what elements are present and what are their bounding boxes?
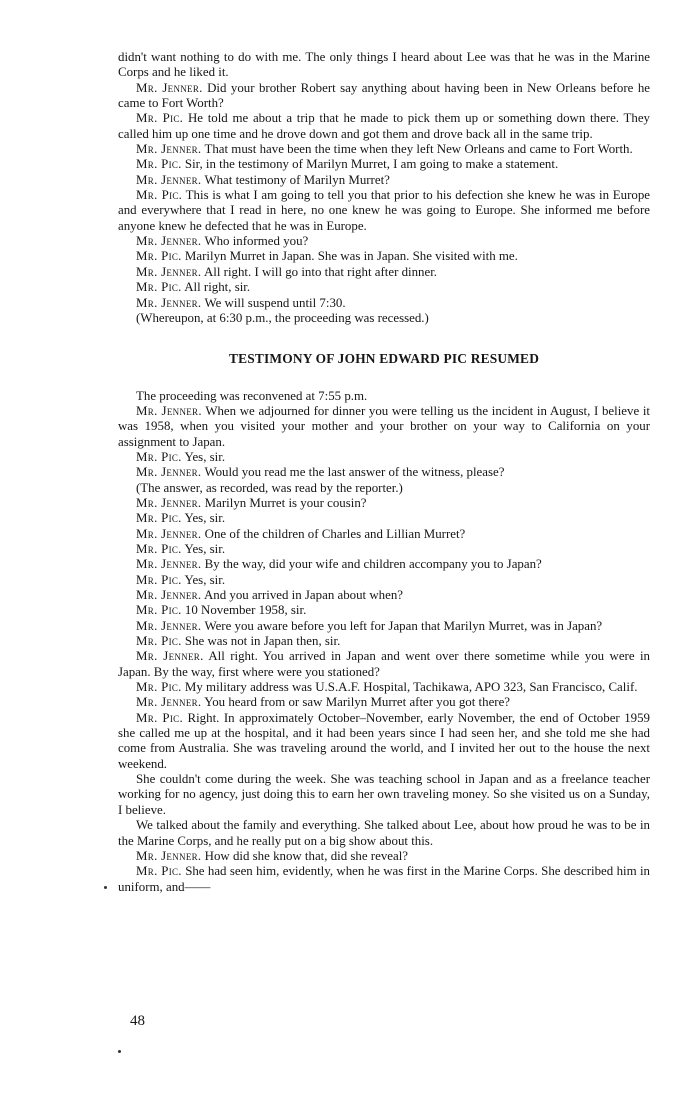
testimony-line bbox=[118, 711, 650, 772]
testimony-after-recess bbox=[118, 389, 650, 895]
testimony-line bbox=[118, 573, 650, 588]
testimony-line bbox=[118, 527, 650, 542]
speaker-name: Mr. Jenner. bbox=[136, 495, 202, 510]
speaker-name: Mr. Jenner. bbox=[136, 557, 202, 572]
paragraph-text: My military address was U.S.A.F. Hospital, Tachikawa, APO 323, San Francisco, Calif. bbox=[181, 680, 638, 695]
testimony-line bbox=[118, 557, 650, 572]
testimony-line bbox=[118, 81, 650, 112]
speaker-name: Mr. Pic. bbox=[136, 572, 182, 587]
text-paragraph bbox=[118, 311, 650, 326]
speaker-name: Mr. Jenner. bbox=[136, 403, 202, 418]
speaker-name: Mr. Jenner. bbox=[136, 618, 202, 633]
paragraph-text: You heard from or saw Marilyn Murret after you got there? bbox=[201, 695, 511, 710]
paragraph-text: Yes, sir. bbox=[181, 541, 226, 556]
testimony-line bbox=[118, 542, 650, 557]
paragraph-text: By the way, did your wife and children accompany you to Japan? bbox=[201, 557, 542, 572]
testimony-line bbox=[118, 864, 650, 895]
paragraph-text: 10 November 1958, sir. bbox=[181, 603, 307, 618]
paragraph-text: That must have been the time when they left New Orleans and came to Fort Worth. bbox=[201, 142, 633, 157]
testimony-line bbox=[118, 603, 650, 618]
testimony-line bbox=[118, 588, 650, 603]
testimony-line bbox=[118, 296, 650, 311]
speaker-name: Mr. Pic. bbox=[136, 511, 182, 526]
text-paragraph bbox=[118, 50, 650, 81]
paragraph-text: One of the children of Charles and Lillian Murret? bbox=[201, 526, 466, 541]
paragraph-text: All right. You arrived in Japan and went over there sometime while you were in Japan. By the way, first where were you stationed? bbox=[118, 649, 650, 679]
paragraph-text: All right, sir. bbox=[181, 280, 251, 295]
paragraph-text: She couldn't come during the week. She was teaching school in Japan and as a freelance teacher working for no agency, just doing this to earn her own traveling money. So she visited us on a Sunday, I believe. bbox=[118, 772, 650, 817]
speaker-name: Mr. Jenner. bbox=[136, 649, 204, 664]
paragraph-text: We talked about the family and everything. She talked about Lee, about how proud he was to be in the Marine Corps, and he really put on a big show about this. bbox=[118, 818, 650, 848]
testimony-line bbox=[118, 173, 650, 188]
testimony-line bbox=[118, 680, 650, 695]
stray-mark bbox=[118, 1050, 121, 1053]
testimony-line bbox=[118, 465, 650, 480]
paragraph-text: She was not in Japan then, sir. bbox=[181, 634, 341, 649]
paragraph-text: This is what I am going to tell you that prior to his defection she knew he was in Europe and everywhere that I read in here, no one knew he was going to Europe. She informed me before anyone knew he defected that he was in Europe. bbox=[118, 188, 651, 233]
paragraph-text: Would you read me the last answer of the witness, please? bbox=[201, 465, 505, 480]
speaker-name: Mr. Pic. bbox=[136, 280, 182, 295]
paragraph-text: Did your brother Robert say anything about having been in New Orleans before he came to Fort Worth? bbox=[118, 80, 650, 111]
testimony-line bbox=[118, 188, 650, 234]
text-paragraph bbox=[118, 389, 650, 404]
page-number: 48 bbox=[130, 1013, 145, 1029]
testimony-line bbox=[118, 649, 650, 680]
speaker-name: Mr. Pic. bbox=[136, 157, 182, 172]
stray-mark bbox=[104, 886, 107, 889]
testimony-line bbox=[118, 280, 650, 295]
paragraph-text: Were you aware before you left for Japan that Marilyn Murret, was in Japan? bbox=[201, 618, 603, 633]
speaker-name: Mr. Pic. bbox=[136, 249, 182, 264]
paragraph-text: Yes, sir. bbox=[181, 511, 226, 526]
paragraph-text: Right. In approximately October–November, early November, the end of October 1959 she called me up at the hospital, and it had been years since I had seen her, and she told me she had come from Australia. She was traveling around the world, and I invited her out to the house the next weekend. bbox=[118, 710, 651, 771]
speaker-name: Mr. Jenner. bbox=[136, 588, 202, 602]
text-paragraph bbox=[118, 481, 650, 496]
speaker-name: Mr. Pic. bbox=[136, 634, 182, 649]
paragraph-text: Sir, in the testimony of Marilyn Murret, I am going to make a statement. bbox=[181, 157, 559, 172]
paragraph-text: Who informed you? bbox=[201, 234, 309, 249]
paragraph-text: And you arrived in Japan about when? bbox=[201, 588, 403, 602]
speaker-name: Mr. Jenner. bbox=[136, 142, 202, 157]
testimony-line bbox=[118, 450, 650, 465]
speaker-name: Mr. Jenner. bbox=[136, 234, 202, 249]
speaker-name: Mr. Jenner. bbox=[136, 264, 202, 279]
testimony-line bbox=[118, 111, 650, 142]
paragraph-text: She had seen him, evidently, when he was first in the Marine Corps. She described him in uniform, and—— bbox=[118, 864, 651, 894]
testimony-line bbox=[118, 249, 650, 264]
paragraph-text: The proceeding was reconvened at 7:55 p.m. bbox=[136, 388, 368, 403]
paragraph-text: Marilyn Murret is your cousin? bbox=[201, 495, 367, 510]
speaker-name: Mr. Pic. bbox=[136, 864, 182, 879]
speaker-name: Mr. Pic. bbox=[136, 710, 183, 725]
testimony-line bbox=[118, 234, 650, 249]
testimony-line bbox=[118, 695, 650, 710]
testimony-line bbox=[118, 849, 650, 864]
paragraph-text: (The answer, as recorded, was read by the reporter.) bbox=[136, 480, 403, 495]
paragraph-text: Marilyn Murret in Japan. She was in Japan. She visited with me. bbox=[181, 249, 518, 264]
testimony-line bbox=[118, 511, 650, 526]
speaker-name: Mr. Pic. bbox=[136, 680, 182, 695]
paragraph-text: Yes, sir. bbox=[181, 449, 226, 464]
testimony-line bbox=[118, 404, 650, 450]
speaker-name: Mr. Pic. bbox=[136, 541, 182, 556]
speaker-name: Mr. Pic. bbox=[136, 111, 184, 126]
paragraph-text: What testimony of Marilyn Murret? bbox=[201, 172, 390, 187]
speaker-name: Mr. Jenner. bbox=[136, 80, 203, 95]
paragraph-text: didn't want nothing to do with me. The only things I heard about Lee was that he was in the Marine Corps and he liked it. bbox=[118, 50, 650, 80]
testimony-line bbox=[118, 619, 650, 634]
paragraph-text: When we adjourned for dinner you were telling us the incident in August, I believe it was 1958, when you visited your mother and your brother on your way to California on your assignment to Japan. bbox=[118, 403, 650, 449]
testimony-line bbox=[118, 265, 650, 280]
text-paragraph bbox=[118, 772, 650, 818]
speaker-name: Mr. Jenner. bbox=[136, 526, 202, 541]
testimony-before-recess bbox=[118, 50, 650, 326]
speaker-name: Mr. Jenner. bbox=[136, 848, 202, 863]
speaker-name: Mr. Jenner. bbox=[136, 295, 202, 310]
testimony-line bbox=[118, 157, 650, 172]
speaker-name: Mr. Jenner. bbox=[136, 465, 202, 480]
speaker-name: Mr. Jenner. bbox=[136, 695, 202, 710]
paragraph-text: He told me about a trip that he made to pick them up or something down there. They called him up one time and he drove down and got them and drove back all in the same trip. bbox=[118, 111, 651, 141]
speaker-name: Mr. Pic. bbox=[136, 449, 182, 464]
paragraph-text: (Whereupon, at 6:30 p.m., the proceeding was recessed.) bbox=[136, 310, 429, 325]
testimony-line bbox=[118, 142, 650, 157]
paragraph-text: We will suspend until 7:30. bbox=[201, 295, 346, 310]
paragraph-text: Yes, sir. bbox=[181, 572, 226, 587]
text-paragraph bbox=[118, 818, 650, 849]
testimony-line bbox=[118, 496, 650, 511]
paragraph-text: How did she know that, did she reveal? bbox=[201, 848, 409, 863]
speaker-name: Mr. Pic. bbox=[136, 188, 183, 203]
paragraph-text: All right. I will go into that right after dinner. bbox=[201, 264, 438, 279]
testimony-line bbox=[118, 634, 650, 649]
speaker-name: Mr. Pic. bbox=[136, 603, 182, 618]
document-page bbox=[118, 50, 650, 895]
section-heading: TESTIMONY OF JOHN EDWARD PIC RESUMED bbox=[228, 351, 540, 367]
speaker-name: Mr. Jenner. bbox=[136, 172, 202, 187]
